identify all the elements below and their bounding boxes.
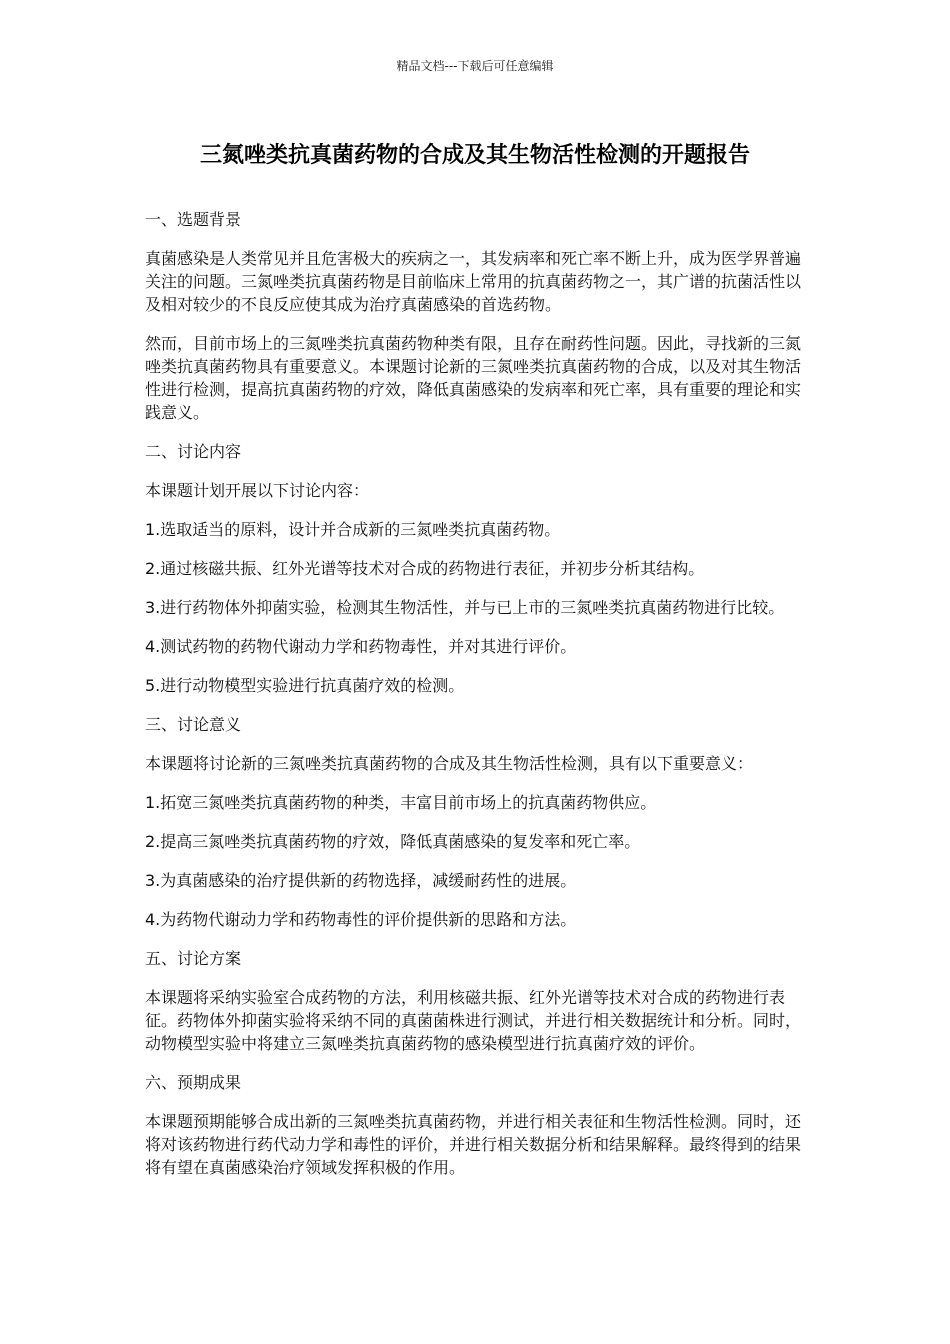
- paragraph: 本课题将讨论新的三氮唑类抗真菌药物的合成及其生物活性检测，具有以下重要意义：: [145, 754, 754, 773]
- list-item: 1.拓宽三氮唑类抗真菌药物的种类，丰富目前市场上的抗真菌药物供应。: [145, 793, 657, 812]
- list-item: 3.为真菌感染的治疗提供新的药物选择，减缓耐药性的进展。: [145, 871, 577, 890]
- list-item: 5.进行动物模型实验进行抗真菌疗效的检测。: [145, 676, 465, 695]
- section-heading-content: 二、讨论内容: [145, 442, 242, 461]
- list-item: 1.选取适当的原料，设计并合成新的三氮唑类抗真菌药物。: [145, 520, 561, 539]
- list-item: 4.为药物代谢动力学和药物毒性的评价提供新的思路和方法。: [145, 910, 577, 929]
- list-item: 3.进行药物体外抑菌实验，检测其生物活性，并与已上市的三氮唑类抗真菌药物进行比较。: [145, 598, 785, 617]
- page-header: 精品文档---下载后可任意编辑: [396, 59, 554, 73]
- paragraph: 本课题计划开展以下讨论内容：: [145, 481, 370, 500]
- document-body: [145, 208, 810, 1195]
- list-item: 2.提高三氮唑类抗真菌药物的疗效，降低真菌感染的复发率和死亡率。: [145, 832, 641, 851]
- section-heading-background: 一、选题背景: [145, 210, 242, 229]
- list-item: 4.测试药物的药物代谢动力学和药物毒性，并对其进行评价。: [145, 637, 577, 656]
- paragraph: 然而，目前市场上的三氮唑类抗真菌药物种类有限，且存在耐药性问题。因此，寻找新的三氮唑类抗真菌药物具有重要意义。本课题讨论新的三氮唑类抗真菌药物的合成，以及对其生物活性进行检测，提高抗真菌药物的疗效，降低真菌感染的发病率和死亡率，具有重要的理论和实践意义。: [145, 334, 802, 422]
- section-heading-outcomes: 六、预期成果: [145, 1073, 242, 1092]
- document-title: 三氮唑类抗真菌药物的合成及其生物活性检测的开题报告: [199, 143, 750, 168]
- paragraph: 真菌感染是人类常见并且危害极大的疾病之一，其发病率和死亡率不断上升，成为医学界普遍关注的问题。三氮唑类抗真菌药物是目前临床上常用的抗真菌药物之一，其广谱的抗菌活性以及相对较少的不良反应使其成为治疗真菌感染的首选药物。: [145, 249, 802, 314]
- paragraph: 本课题预期能够合成出新的三氮唑类抗真菌药物，并进行相关表征和生物活性检测。同时，还将对该药物进行药代动力学和毒性的评价，并进行相关数据分析和结果解释。最终得到的结果将有望在真菌感染治疗领域发挥积极的作用。: [145, 1112, 802, 1177]
- section-heading-plan: 五、讨论方案: [145, 949, 242, 968]
- section-heading-significance: 三、讨论意义: [145, 715, 242, 734]
- list-item: 2.通过核磁共振、红外光谱等技术对合成的药物进行表征，并初步分析其结构。: [145, 559, 705, 578]
- paragraph: 本课题将采纳实验室合成药物的方法，利用核磁共振、红外光谱等技术对合成的药物进行表征。药物体外抑菌实验将采纳不同的真菌菌株进行测试，并进行相关数据统计和分析。同时，动物模型实验中将建立三氮唑类抗真菌药物的感染模型进行抗真菌疗效的评价。: [145, 988, 802, 1053]
